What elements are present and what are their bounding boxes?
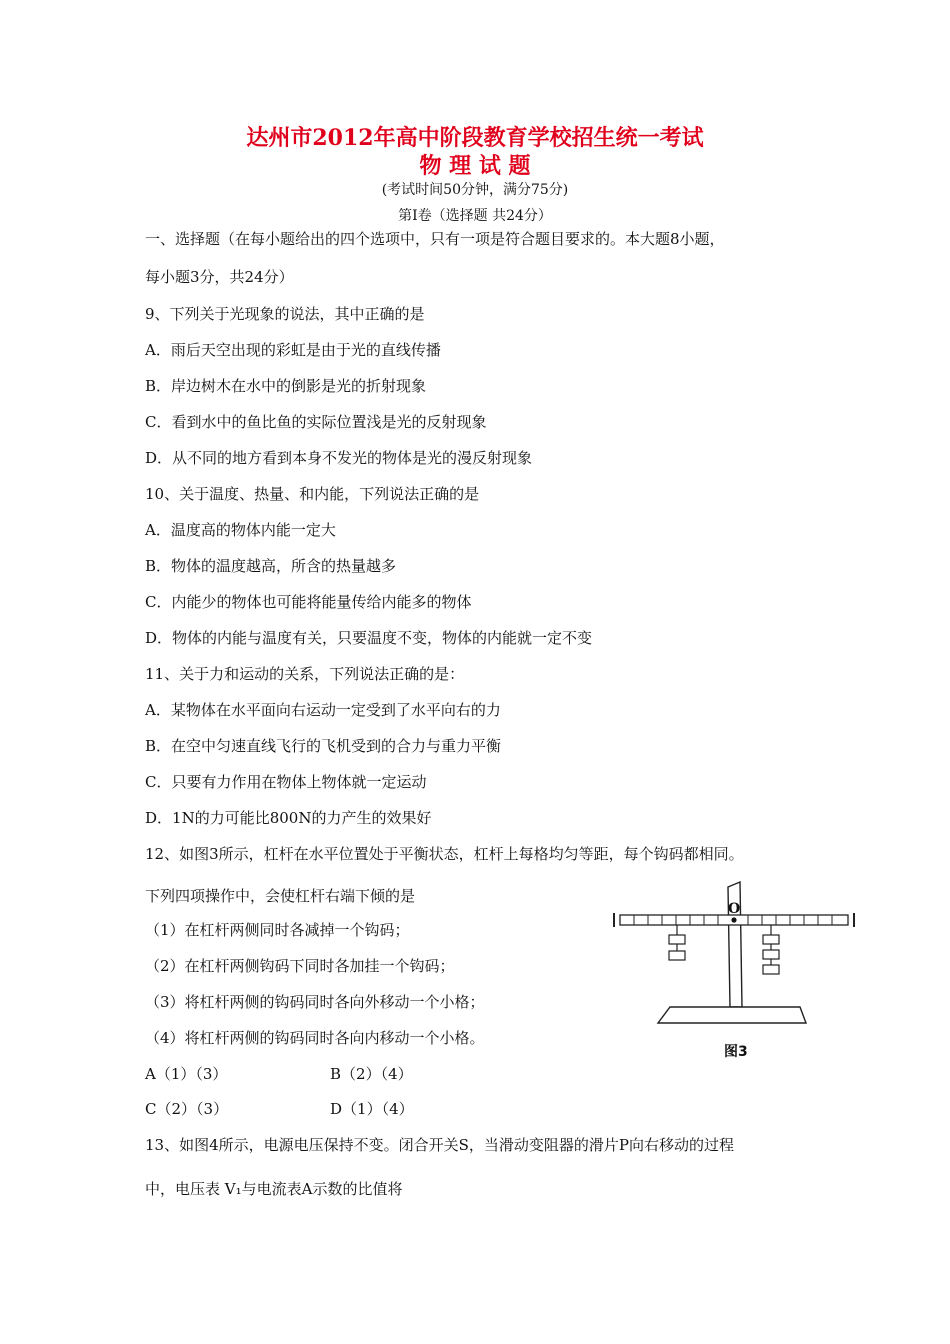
- right-weights: [763, 925, 779, 974]
- question-12-choice-a: A（1）（3）: [145, 1065, 228, 1083]
- subject-title: 物 理 试 题: [419, 153, 531, 179]
- volume-heading: 第Ⅰ卷（选择题 共24分）: [398, 208, 552, 224]
- question-11-option-b: B．在空中匀速直线飞行的飞机受到的合力与重力平衡: [145, 737, 502, 755]
- question-9-stem: 9、下列关于光现象的说法，其中正确的是: [145, 305, 425, 323]
- question-12-item-1: （1）在杠杆两侧同时各减掉一个钩码；: [145, 921, 410, 939]
- question-9-option-b: B．岸边树木在水中的倒影是光的折射现象: [145, 377, 427, 395]
- figure-caption: 图3: [724, 1044, 748, 1060]
- question-9-option-a: A．雨后天空出现的彩虹是由于光的直线传播: [145, 341, 441, 359]
- question-10-option-b: B．物体的温度越高，所含的热量越多: [145, 557, 397, 575]
- question-12-item-2: （2）在杠杆两侧钩码下同时各加挂一个钩码；: [145, 957, 455, 975]
- question-10-option-a: A．温度高的物体内能一定大: [145, 521, 336, 539]
- pivot-point: [731, 917, 736, 922]
- question-11-option-c: C．只要有力作用在物体上物体就一定运动: [145, 773, 427, 791]
- section-instruction-line1: 一、选择题（在每小题给出的四个选项中，只有一项是符合题目要求的。本大题8小题，: [145, 230, 725, 248]
- question-12-item-4: （4）将杠杆两侧的钩码同时各向内移动一个小格。: [145, 1029, 485, 1047]
- question-12-choice-b: B（2）（4）: [330, 1065, 413, 1083]
- lever-diagram: [600, 875, 865, 1065]
- question-12-choice-d: D（1）（4）: [330, 1100, 414, 1118]
- question-9-option-c: C．看到水中的鱼比鱼的实际位置浅是光的反射现象: [145, 413, 487, 431]
- exam-title: 达州市2012年高中阶段教育学校招生统一考试: [246, 125, 704, 151]
- question-12-item-3: （3）将杠杆两侧的钩码同时各向外移动一个小格；: [145, 993, 485, 1011]
- question-12-choice-c: C（2）（3）: [145, 1100, 229, 1118]
- question-11-stem: 11、关于力和运动的关系，下列说法正确的是：: [145, 665, 465, 683]
- lever-stand-base: [658, 1007, 806, 1023]
- question-12-stem-line1: 12、如图3所示，杠杆在水平位置处于平衡状态，杠杆上每格均匀等距，每个钩码都相同。: [145, 845, 744, 863]
- left-weights: [669, 925, 685, 960]
- question-10-option-c: C．内能少的物体也可能将能量传给内能多的物体: [145, 593, 472, 611]
- lever-figure: [600, 875, 865, 1065]
- question-9-option-d: D．从不同的地方看到本身不发光的物体是光的漫反射现象: [145, 449, 533, 467]
- question-10-stem: 10、关于温度、热量、和内能，下列说法正确的是: [145, 485, 480, 503]
- question-11-option-d: D．1N的力可能比800N的力产生的效果好: [145, 809, 432, 827]
- exam-info: (考试时间50分钟，满分75分): [381, 182, 569, 198]
- section-instruction-line2: 每小题3分，共24分）: [145, 268, 294, 286]
- question-11-option-a: A．某物体在水平面向右运动一定受到了水平向右的力: [145, 701, 501, 719]
- question-13-stem-line2: 中，电压表 V₁与电流表A示数的比值将: [145, 1180, 403, 1198]
- question-10-option-d: D．物体的内能与温度有关，只要温度不变，物体的内能就一定不变: [145, 629, 593, 647]
- question-12-stem-line2: 下列四项操作中，会使杠杆右端下倾的是: [145, 887, 416, 905]
- pivot-label: O: [728, 901, 741, 917]
- question-13-stem-line1: 13、如图4所示，电源电压保持不变。闭合开关S，当滑动变阻器的滑片P向右移动的过程: [145, 1136, 735, 1154]
